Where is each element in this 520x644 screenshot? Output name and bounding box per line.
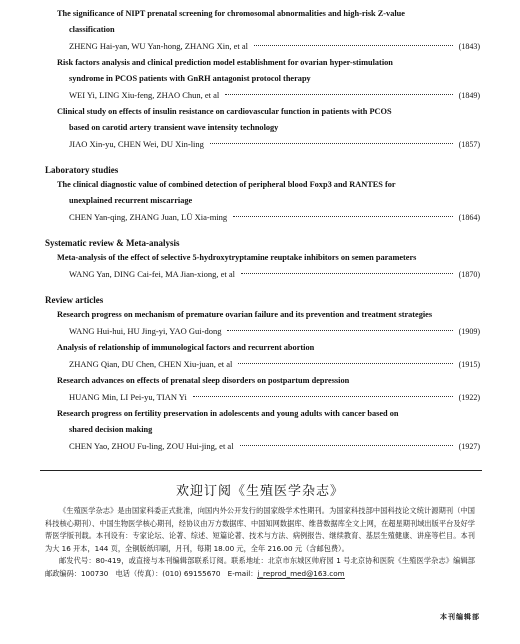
dot-leader xyxy=(225,94,452,95)
subscription-title: 欢迎订阅《生殖医学杂志》 xyxy=(175,484,344,499)
article-title[interactable] xyxy=(57,104,467,136)
toc-section xyxy=(0,163,520,226)
page-number: (1857) xyxy=(458,140,480,149)
contact-text: 邮发代号：80-419，或直接与本刊编辑部联系订阅。联系地址：北京市东城区帅府园 1 号北京协和医院《生殖医学杂志》编辑部 邮政编码：100730 电话（传真）：(010) 69155670 E-mail： xyxy=(45,556,483,578)
article-title[interactable] xyxy=(57,177,467,209)
article-title[interactable] xyxy=(57,6,467,38)
section-heading: Systematic review & Meta-analysis xyxy=(45,238,180,248)
subscription-contact xyxy=(45,555,483,580)
article-authors-row xyxy=(69,356,480,373)
toc-entry[interactable] xyxy=(0,373,520,406)
article-title-continuation: shared decision making xyxy=(69,425,153,434)
dot-leader xyxy=(240,445,453,446)
toc-entry[interactable] xyxy=(0,340,520,373)
article-authors: WEI Yi, LING Xiu-feng, ZHAO Chun, et al xyxy=(69,90,220,100)
article-authors-row xyxy=(69,323,480,340)
subscription-description: 《生殖医学杂志》是由国家科委正式批准，向国内外公开发行的国家级学术性期刊。为国家科技部中国科技论文统计源期刊（中国科技核心期刊）、中国生物医学核心期刊，经协议由万方数据库、中国知网数据库、维普数据库全文上网，在超星期刊域出版平台及好学帮医学版刊载。本刊设有：专家论坛、论著、综述、短篇论著、技术与方法、病例报告、继续教育、基层生殖健康、讲座等栏目。本刊为大 16 开本，144 页，全铜版纸印刷，月刊，每期 18.00 元，全年 216.00 元（含邮包费）。 xyxy=(45,506,475,553)
article-authors-row xyxy=(69,266,480,283)
article-authors-row xyxy=(69,136,480,153)
dot-leader xyxy=(238,363,452,364)
article-authors: WANG Hui-hui, HU Jing-yi, YAO Gui-dong xyxy=(69,326,222,336)
table-of-contents xyxy=(0,6,520,455)
article-title[interactable] xyxy=(57,373,467,389)
article-authors: HUANG Min, LI Pei-yu, TIAN Yi xyxy=(69,392,187,402)
article-title-line: The clinical diagnostic value of combined detection of peripheral blood Foxp3 and RANTES for xyxy=(57,180,396,189)
dot-leader xyxy=(210,143,453,144)
toc-entry[interactable] xyxy=(0,250,520,283)
dot-leader xyxy=(193,396,453,397)
article-title-line: Meta-analysis of the effect of selective 5-hydroxytryptamine reuptake inhibitors on semen parameters xyxy=(57,253,417,262)
article-authors-row xyxy=(69,209,480,226)
editorial-office-note: 本刊编辑部 xyxy=(440,613,480,621)
section-divider xyxy=(40,470,482,471)
toc-entry[interactable] xyxy=(0,104,520,153)
toc-entry[interactable] xyxy=(0,55,520,104)
article-authors: CHEN Yao, ZHOU Fu-ling, ZOU Hui-jing, et al xyxy=(69,441,234,451)
article-authors-row xyxy=(69,87,480,104)
article-authors-row xyxy=(69,38,480,55)
dot-leader xyxy=(233,216,452,217)
article-title-line: The significance of NIPT prenatal screening for chromosomal abnormalities and high-risk Z-value xyxy=(57,9,405,18)
article-title-line: Research progress on fertility preservation in adolescents and young adults with cancer based on xyxy=(57,409,399,418)
article-title-continuation: unexplained recurrent miscarriage xyxy=(69,196,193,205)
section-heading: Laboratory studies xyxy=(45,165,119,175)
dot-leader xyxy=(227,330,452,331)
article-title[interactable] xyxy=(57,307,467,323)
article-authors-row xyxy=(69,438,480,455)
article-title-line: Clinical study on effects of insulin resistance on cardiovascular function in patients with PCOS xyxy=(57,107,392,116)
contact-email-link[interactable]: j_reprod_med@163.com xyxy=(257,568,345,578)
toc-section xyxy=(0,293,520,455)
article-authors-row xyxy=(69,389,480,406)
page-number: (1922) xyxy=(458,393,480,402)
toc-entry[interactable] xyxy=(0,177,520,226)
article-authors: ZHANG Qian, DU Chen, CHEN Xiu-juan, et al xyxy=(69,359,233,369)
page-number: (1909) xyxy=(458,327,480,336)
dot-leader xyxy=(241,273,453,274)
article-authors: WANG Yan, DING Cai-fei, MA Jian-xiong, et al xyxy=(69,269,235,279)
page-number: (1843) xyxy=(458,42,480,51)
page-number: (1927) xyxy=(458,442,480,451)
article-title-line: Risk factors analysis and clinical prediction model establishment for ovarian hyper-stimulation xyxy=(57,58,393,67)
dot-leader xyxy=(254,45,453,46)
article-title-continuation: classification xyxy=(69,25,115,34)
page-number: (1915) xyxy=(458,360,480,369)
subscription-notice xyxy=(45,480,483,580)
page-number: (1864) xyxy=(458,213,480,222)
page-number: (1849) xyxy=(458,91,480,100)
article-title[interactable] xyxy=(57,340,467,356)
article-title[interactable] xyxy=(57,406,467,438)
article-title-line: Research advances on effects of prenatal sleep disorders on postpartum depression xyxy=(57,376,350,385)
toc-section xyxy=(0,236,520,283)
article-title-line: Research progress on mechanism of premature ovarian failure and its prevention and treatment strategies xyxy=(57,310,433,319)
article-title[interactable] xyxy=(57,55,467,87)
article-title-line: Analysis of relationship of immunological factors and recurrent abortion xyxy=(57,343,315,352)
article-authors: JIAO Xin-yu, CHEN Wei, DU Xin-ling xyxy=(69,139,204,149)
article-authors: CHEN Yan-qing, ZHANG Juan, LÜ Xia-ming xyxy=(69,212,228,222)
toc-entry[interactable] xyxy=(0,6,520,55)
section-heading: Review articles xyxy=(45,295,104,305)
article-authors: ZHENG Hai-yan, WU Yan-hong, ZHANG Xin, et al xyxy=(69,41,249,51)
article-title-continuation: syndrome in PCOS patients with GnRH antagonist protocol therapy xyxy=(69,74,311,83)
page-number: (1870) xyxy=(458,270,480,279)
article-title[interactable] xyxy=(57,250,467,266)
article-title-continuation: based on carotid artery transient wave intensity technology xyxy=(69,123,279,132)
toc-entry[interactable] xyxy=(0,406,520,455)
toc-entry[interactable] xyxy=(0,307,520,340)
